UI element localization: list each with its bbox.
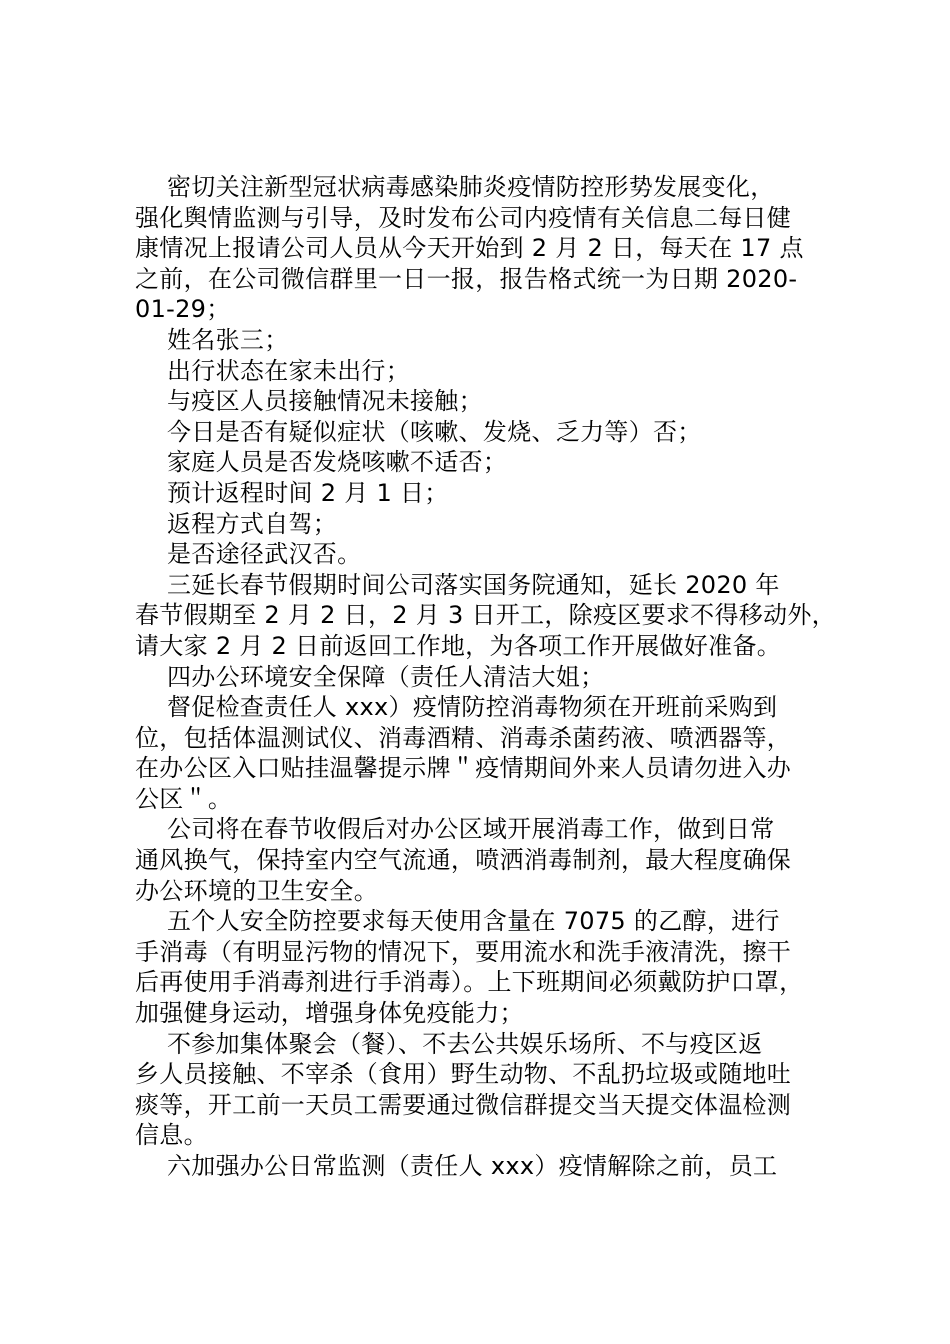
text-line: 01-29；	[135, 295, 231, 324]
text-line: 通风换气，保持室内空气流通，喷洒消毒制剂，最大程度确保	[135, 846, 792, 875]
text-line: 六加强办公日常监测（责任人 xxx）疫情解除之前，员工	[167, 1152, 778, 1180]
text-line: 公区＂。	[135, 784, 233, 813]
text-line: 今日是否有疑似症状（咳嗽、发烧、乏力等）否；	[167, 417, 702, 446]
text-line: 位，包括体温测试仪、消毒酒精、消毒杀菌药液、喷洒器等，	[135, 723, 792, 752]
text-line: 五个人安全防控要求每天使用含量在 7075 的乙醇，进行	[167, 907, 780, 936]
text-line: 信息。	[135, 1121, 208, 1150]
text-line: 之前，在公司微信群里一日一报，报告格式统一为日期 2020-	[135, 264, 798, 293]
text-line: 痰等，开工前一天员工需要通过微信群提交当天提交体温检测	[135, 1090, 792, 1119]
text-line: 督促检查责任人 xxx）疫情防控消毒物须在开班前采购到	[167, 693, 778, 722]
text-line: 是否途径武汉否。	[167, 540, 362, 569]
text-line: 公司将在春节收假后对办公区域开展消毒工作，做到日常	[167, 815, 775, 844]
text-line: 家庭人员是否发烧咳嗽不适否；	[167, 448, 508, 477]
text-line: 后再使用手消毒剂进行手消毒）。上下班期间必须戴防护口罩，	[135, 968, 804, 997]
text-line: 返程方式自驾；	[167, 509, 338, 538]
text-line: 康情况上报请公司人员从今天开始到 2 月 2 日，每天在 17 点	[135, 234, 804, 263]
text-line: 春节假期至 2 月 2 日，2 月 3 日开工，除疫区要求不得移动外，	[135, 601, 836, 630]
text-line: 与疫区人员接触情况未接触；	[167, 387, 483, 416]
text-line: 强化舆情监测与引导，及时发布公司内疫情有关信息二每日健	[135, 203, 792, 232]
text-line: 请大家 2 月 2 日前返回工作地，为各项工作开展做好准备。	[135, 631, 782, 660]
text-line: 在办公区入口贴挂温馨提示牌＂疫情期间外来人员请勿进入办	[135, 754, 792, 783]
text-line: 手消毒（有明显污物的情况下，要用流水和洗手液清洗，擦干	[135, 937, 792, 966]
text-line: 乡人员接触、不宰杀（食用）野生动物、不乱扔垃圾或随地吐	[135, 1060, 792, 1089]
text-line: 三延长春节假期时间公司落实国务院通知，延长 2020 年	[167, 570, 780, 599]
text-line: 密切关注新型冠状病毒感染肺炎疫情防控形势发展变化，	[167, 173, 775, 201]
text-line: 不参加集体聚会（餐）、不去公共娱乐场所、不与疫区返	[167, 1029, 763, 1058]
document-body	[135, 172, 835, 1182]
text-line: 加强健身运动，增强身体免疫能力；	[135, 999, 524, 1028]
text-line: 办公环境的卫生安全。	[135, 876, 378, 905]
text-line: 预计返程时间 2 月 1 日；	[167, 478, 449, 507]
text-line: 姓名张三；	[167, 325, 289, 354]
text-line: 出行状态在家未出行；	[167, 356, 410, 385]
text-line: 四办公环境安全保障（责任人清洁大姐；	[167, 662, 605, 691]
